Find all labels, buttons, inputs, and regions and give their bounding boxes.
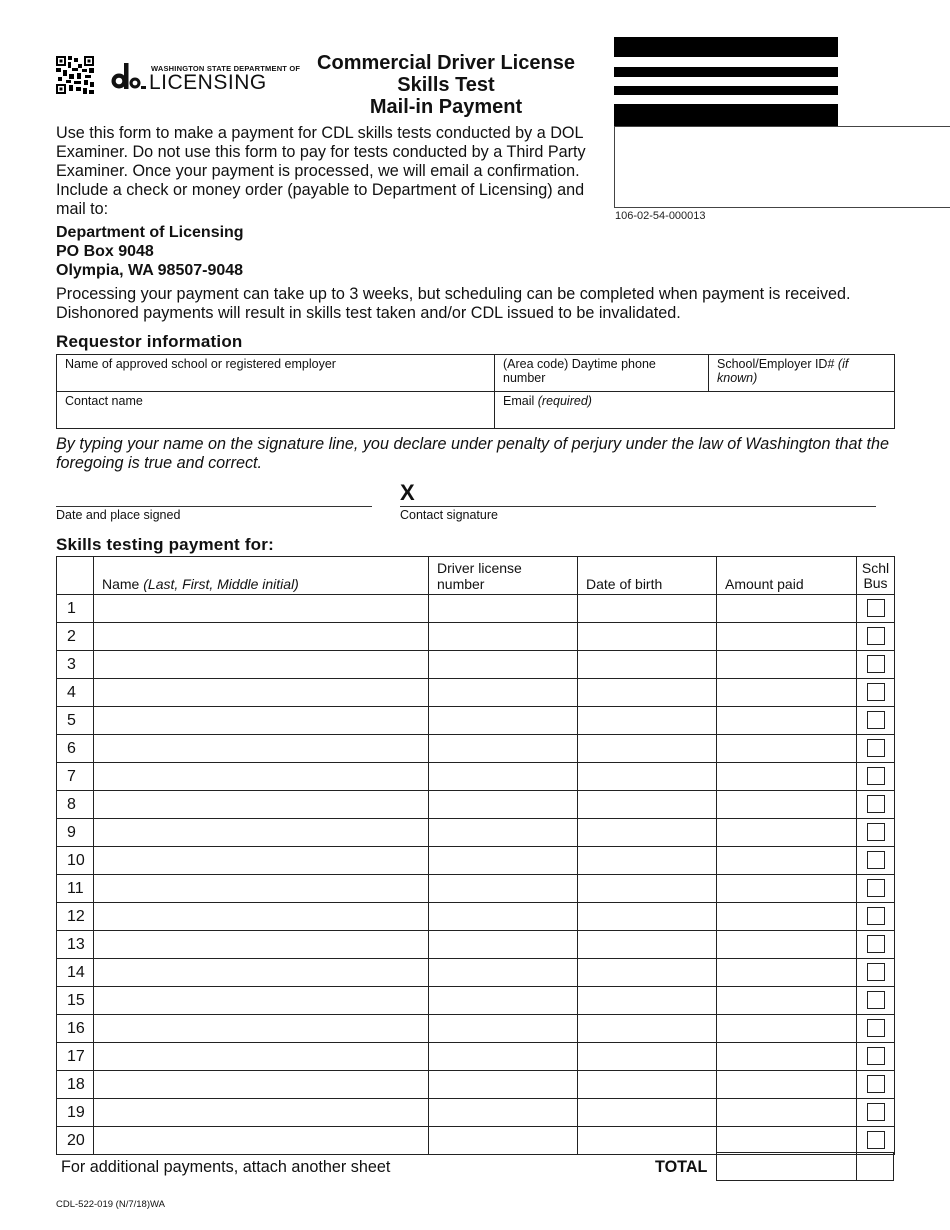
amount-cell[interactable] — [717, 679, 857, 707]
name-cell[interactable] — [94, 651, 429, 679]
row-number: 9 — [57, 819, 94, 847]
dl-number-cell[interactable] — [429, 987, 578, 1015]
col-name-note: (Last, First, Middle initial) — [143, 576, 299, 592]
dob-cell[interactable] — [578, 707, 717, 735]
requestor-table — [56, 354, 895, 429]
table-row — [57, 1099, 895, 1127]
row-number: 4 — [57, 679, 94, 707]
row-number: 3 — [57, 651, 94, 679]
school-bus-checkbox[interactable] — [867, 767, 885, 785]
amount-cell[interactable] — [717, 1043, 857, 1071]
payment-rows — [57, 595, 895, 1155]
row-number: 13 — [57, 931, 94, 959]
name-cell[interactable] — [94, 1015, 429, 1043]
name-cell[interactable] — [94, 875, 429, 903]
name-cell[interactable] — [94, 819, 429, 847]
row-number: 20 — [57, 1127, 94, 1155]
row-number: 18 — [57, 1071, 94, 1099]
row-number: 10 — [57, 847, 94, 875]
school-bus-cell — [857, 707, 895, 735]
address-line-1: Department of Licensing — [56, 224, 244, 241]
signature-x-mark: X — [400, 480, 415, 505]
payment-table — [56, 556, 895, 1155]
col-name — [94, 557, 429, 595]
contact-name-field[interactable] — [57, 392, 495, 429]
dob-cell[interactable] — [578, 931, 717, 959]
school-bus-cell — [857, 623, 895, 651]
school-bus-cell — [857, 987, 895, 1015]
table-row — [57, 1127, 895, 1155]
dob-cell[interactable] — [578, 679, 717, 707]
school-bus-cell — [857, 651, 895, 679]
dob-cell[interactable] — [578, 987, 717, 1015]
name-cell[interactable] — [94, 623, 429, 651]
school-bus-checkbox[interactable] — [867, 963, 885, 981]
date-place-label: Date and place signed — [56, 508, 181, 522]
table-row — [57, 679, 895, 707]
dl-number-cell[interactable] — [429, 903, 578, 931]
dob-cell[interactable] — [578, 847, 717, 875]
school-name-field[interactable] — [57, 355, 495, 392]
table-row — [57, 595, 895, 623]
name-cell[interactable] — [94, 1127, 429, 1155]
total-label: TOTAL — [655, 1158, 708, 1176]
amount-cell[interactable] — [717, 595, 857, 623]
qr-code — [56, 56, 94, 94]
school-name-label: Name of approved school or registered employer — [65, 357, 336, 371]
dol-logo — [111, 60, 301, 94]
name-cell[interactable] — [94, 987, 429, 1015]
name-cell[interactable] — [94, 791, 429, 819]
amount-cell[interactable] — [717, 623, 857, 651]
agency-name-main: LICENSING — [149, 71, 267, 94]
dl-number-cell[interactable] — [429, 959, 578, 987]
school-bus-checkbox[interactable] — [867, 851, 885, 869]
row-number: 8 — [57, 791, 94, 819]
dob-cell[interactable] — [578, 903, 717, 931]
table-row — [57, 1071, 895, 1099]
dl-number-cell[interactable] — [429, 1071, 578, 1099]
payment-header-row — [57, 557, 895, 595]
school-bus-cell — [857, 735, 895, 763]
row-number: 7 — [57, 763, 94, 791]
row-number: 12 — [57, 903, 94, 931]
school-bus-checkbox[interactable] — [867, 1103, 885, 1121]
table-row — [57, 1043, 895, 1071]
school-bus-checkbox[interactable] — [867, 935, 885, 953]
amount-cell[interactable] — [717, 1071, 857, 1099]
school-bus-checkbox[interactable] — [867, 1075, 885, 1093]
name-cell[interactable] — [94, 931, 429, 959]
school-id-label: School/Employer ID# — [717, 357, 835, 371]
email-field[interactable] — [495, 392, 895, 429]
row-number: 19 — [57, 1099, 94, 1127]
col-school-bus-line2: Bus — [863, 574, 888, 591]
dl-number-cell[interactable] — [429, 623, 578, 651]
school-bus-cell — [857, 763, 895, 791]
col-number — [57, 557, 94, 595]
requestor-heading: Requestor information — [56, 332, 243, 351]
dob-cell[interactable] — [578, 819, 717, 847]
school-bus-cell — [857, 931, 895, 959]
form-title — [292, 52, 600, 118]
processing-note: Processing your payment can take up to 3 weeks, but scheduling can be completed when payment is received. Dishonored payments will result in skills test taken and/or CDL issued to be invalidated. — [56, 285, 851, 322]
row-number: 14 — [57, 959, 94, 987]
dob-cell[interactable] — [578, 763, 717, 791]
date-place-line[interactable] — [56, 506, 372, 507]
name-cell[interactable] — [94, 847, 429, 875]
dob-cell[interactable] — [578, 735, 717, 763]
intro-text: Use this form to make a payment for CDL skills tests conducted by a DOL Examiner. Do not use this form to pay for tests conducted by a Third Party Examiner. Once your payment is processed, we will email a confirmation. Include a check or money order (payable to Department of Licensing) and mail to: — [56, 124, 586, 218]
black-bar — [614, 67, 838, 77]
school-bus-cell — [857, 595, 895, 623]
email-label: Email — [503, 394, 535, 408]
name-cell[interactable] — [94, 679, 429, 707]
table-row — [57, 623, 895, 651]
school-bus-cell — [857, 791, 895, 819]
table-row — [57, 651, 895, 679]
school-bus-checkbox[interactable] — [867, 795, 885, 813]
amount-cell[interactable] — [717, 763, 857, 791]
col-amount: Amount paid — [717, 557, 857, 595]
title-line-1: Commercial Driver License — [317, 52, 575, 74]
dob-cell[interactable] — [578, 1015, 717, 1043]
school-bus-checkbox[interactable] — [867, 991, 885, 1009]
school-bus-cell — [857, 1099, 895, 1127]
amount-cell[interactable] — [717, 847, 857, 875]
total-amount-field[interactable] — [716, 1152, 857, 1181]
table-row — [57, 1015, 895, 1043]
school-bus-cell — [857, 959, 895, 987]
amount-cell[interactable] — [717, 959, 857, 987]
phone-field[interactable] — [495, 355, 709, 392]
amount-cell[interactable] — [717, 1127, 857, 1155]
dl-number-cell[interactable] — [429, 651, 578, 679]
dob-cell[interactable] — [578, 1071, 717, 1099]
contact-name-label: Contact name — [65, 394, 143, 408]
amount-cell[interactable] — [717, 707, 857, 735]
name-cell[interactable] — [94, 707, 429, 735]
dob-cell[interactable] — [578, 595, 717, 623]
dob-cell[interactable] — [578, 623, 717, 651]
name-cell[interactable] — [94, 1099, 429, 1127]
school-id-field[interactable] — [709, 355, 895, 392]
dob-cell[interactable] — [578, 1127, 717, 1155]
school-bus-checkbox[interactable] — [867, 683, 885, 701]
amount-cell[interactable] — [717, 791, 857, 819]
name-cell[interactable] — [94, 903, 429, 931]
col-school-bus — [857, 557, 895, 595]
dl-number-cell[interactable] — [429, 679, 578, 707]
table-row — [57, 763, 895, 791]
dl-number-cell[interactable] — [429, 707, 578, 735]
school-bus-checkbox[interactable] — [867, 627, 885, 645]
table-row — [57, 735, 895, 763]
school-bus-cell — [857, 903, 895, 931]
school-bus-cell — [857, 1071, 895, 1099]
dl-number-cell[interactable] — [429, 931, 578, 959]
row-number: 17 — [57, 1043, 94, 1071]
dl-number-cell[interactable] — [429, 847, 578, 875]
address-line-2: PO Box 9048 — [56, 243, 154, 260]
black-bar — [614, 86, 838, 95]
table-row — [57, 791, 895, 819]
dob-cell[interactable] — [578, 1099, 717, 1127]
col-name-label: Name — [102, 576, 140, 592]
col-dob: Date of birth — [578, 557, 717, 595]
signature-line[interactable] — [400, 506, 876, 507]
school-bus-cell — [857, 1015, 895, 1043]
school-bus-cell — [857, 1127, 895, 1155]
dl-number-cell[interactable] — [429, 819, 578, 847]
school-bus-checkbox[interactable] — [867, 907, 885, 925]
table-row — [57, 875, 895, 903]
table-row — [57, 903, 895, 931]
school-bus-checkbox[interactable] — [867, 879, 885, 897]
address-line-3: Olympia, WA 98507-9048 — [56, 262, 244, 279]
school-bus-checkbox[interactable] — [867, 739, 885, 757]
amount-cell[interactable] — [717, 1015, 857, 1043]
dob-cell[interactable] — [578, 959, 717, 987]
table-row — [57, 819, 895, 847]
title-line-3: Mail-in Payment — [369, 96, 523, 118]
amount-cell[interactable] — [717, 735, 857, 763]
amount-cell[interactable] — [717, 819, 857, 847]
table-row — [57, 987, 895, 1015]
amount-cell[interactable] — [717, 875, 857, 903]
row-number: 6 — [57, 735, 94, 763]
dl-number-cell[interactable] — [429, 875, 578, 903]
school-bus-checkbox[interactable] — [867, 711, 885, 729]
name-cell[interactable] — [94, 1071, 429, 1099]
row-number: 11 — [57, 875, 94, 903]
black-bar — [614, 37, 838, 57]
name-cell[interactable] — [94, 959, 429, 987]
dl-number-cell[interactable] — [429, 1043, 578, 1071]
dob-cell[interactable] — [578, 875, 717, 903]
black-bar — [614, 104, 838, 126]
school-bus-cell — [857, 847, 895, 875]
row-number: 16 — [57, 1015, 94, 1043]
row-number: 15 — [57, 987, 94, 1015]
perjury-declaration: By typing your name on the signature line, you declare under penalty of perjury under the law of Washington that the foregoing is true and correct. — [56, 435, 889, 472]
amount-cell[interactable] — [717, 651, 857, 679]
amount-cell[interactable] — [717, 931, 857, 959]
name-cell[interactable] — [94, 1043, 429, 1071]
school-bus-checkbox[interactable] — [867, 655, 885, 673]
dl-number-cell[interactable] — [429, 735, 578, 763]
col-school-bus-line1: Schl — [861, 559, 890, 576]
form-id-number: 106-02-54-000013 — [615, 210, 706, 222]
amount-cell[interactable] — [717, 1099, 857, 1127]
school-id-note: (if known) — [717, 357, 849, 385]
dl-number-cell[interactable] — [429, 763, 578, 791]
row-number: 2 — [57, 623, 94, 651]
agency-name-small: WASHINGTON STATE DEPARTMENT OF — [151, 64, 301, 73]
amount-cell[interactable] — [717, 903, 857, 931]
name-cell[interactable] — [94, 763, 429, 791]
school-bus-checkbox[interactable] — [867, 1019, 885, 1037]
dob-cell[interactable] — [578, 791, 717, 819]
dob-cell[interactable] — [578, 651, 717, 679]
school-bus-checkbox[interactable] — [867, 1131, 885, 1149]
school-bus-checkbox[interactable] — [867, 823, 885, 841]
school-bus-cell — [857, 1043, 895, 1071]
table-row — [57, 707, 895, 735]
name-cell[interactable] — [94, 735, 429, 763]
form-code: CDL-522-019 (N/7/18)WA — [56, 1199, 165, 1210]
mailing-address — [56, 223, 244, 280]
email-note: (required) — [537, 394, 592, 408]
row-number: 1 — [57, 595, 94, 623]
school-bus-checkbox[interactable] — [867, 1047, 885, 1065]
school-bus-cell — [857, 819, 895, 847]
school-bus-cell — [857, 875, 895, 903]
office-use-box — [614, 126, 950, 208]
dl-number-cell[interactable] — [429, 1099, 578, 1127]
school-bus-checkbox[interactable] — [867, 599, 885, 617]
table-row — [57, 847, 895, 875]
phone-label: (Area code) Daytime phone number — [503, 357, 656, 385]
name-cell[interactable] — [94, 595, 429, 623]
title-line-2: Skills Test — [397, 74, 495, 96]
row-number: 5 — [57, 707, 94, 735]
table-row — [57, 931, 895, 959]
additional-payments-note: For additional payments, attach another sheet — [61, 1158, 391, 1176]
total-blank-cell — [856, 1152, 894, 1181]
col-dl-number: Driver license number — [429, 557, 578, 595]
dl-number-cell[interactable] — [429, 1015, 578, 1043]
amount-cell[interactable] — [717, 987, 857, 1015]
dob-cell[interactable] — [578, 1043, 717, 1071]
dl-number-cell[interactable] — [429, 1127, 578, 1155]
dl-number-cell[interactable] — [429, 791, 578, 819]
payment-heading: Skills testing payment for: — [56, 535, 274, 554]
dl-number-cell[interactable] — [429, 595, 578, 623]
signature-label: Contact signature — [400, 508, 498, 522]
school-bus-cell — [857, 679, 895, 707]
table-row — [57, 959, 895, 987]
dol-logo-mark — [111, 60, 147, 92]
